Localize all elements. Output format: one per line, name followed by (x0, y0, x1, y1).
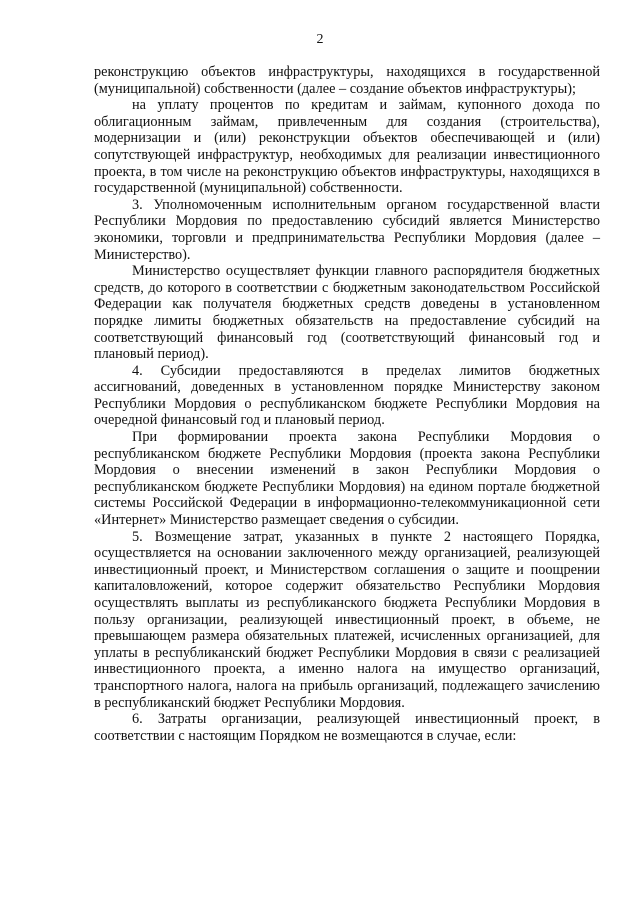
page-number: 2 (316, 32, 324, 47)
paragraph-budget-law-publication: При формировании проекта закона Республики Мордовия о республиканском бюджете Республики Мордовия (проекта закона Республики Мордовия о внесении изменений в закон Республики Мордовия о республиканском бюджете Республики Мордовия) на едином портале бюджетной системы Российской Федерации в информационно-телекоммуникационной сети «Интернет» Министерство размещает сведения о субсидии. (94, 429, 600, 529)
paragraph-interest-payment: на уплату процентов по кредитам и займам, купонного дохода по облигационным займам, привлеченным для создания (строительства), модернизации и (или) реконструкции объектов обеспечивающей и (или) сопутствующей инфраструктур, необходимых для реализации инвестиционного проекта, в том числе на реконструкцию объектов инфраструктуры, находящихся в государственной (муниципальной) собственности. (94, 97, 600, 197)
paragraph-authorized-body: 3. Уполномоченным исполнительным органом государственной власти Республики Мордовия по предоставлению субсидий является Министерство экономики, торговли и предпринимательства Республики Мордовия (далее – Министерство). (94, 196, 600, 263)
paragraph-cost-reimbursement: 5. Возмещение затрат, указанных в пункте 2 настоящего Порядка, осуществляется на основании заключенного между организацией, реализующей инвестиционный проект, и Министерством соглашения о защите и поощрении капиталовложений, которое содержит обязательство Республики Мордовия осуществлять выплаты из республиканского бюджета Республики Мордовия в пользу организации, реализующей инвестиционный проект, в объеме, не превышающем размера обязательных платежей, исчисленных организацией, для уплаты в республиканский бюджет Республики Мордовия в связи с реализацией инвестиционного проекта, а именно налога на имущество организаций, транспортного налога, налога на прибыль организаций, подлежащего зачислению в республиканский бюджет Республики Мордовия. (94, 528, 600, 711)
document-body (94, 64, 600, 744)
paragraph-ministry-functions: Министерство осуществляет функции главного распорядителя бюджетных средств, до которого в соответствии с бюджетным законодательством Российской Федерации как получателя бюджетных средств доведены в установленном порядке лимиты бюджетных обязательств на предоставление субсидий на соответствующий финансовый год (соответствующий финансовый год и плановый период). (94, 263, 600, 363)
paragraph-exclusions: 6. Затраты организации, реализующей инвестиционный проект, в соответствии с настоящим Порядком не возмещаются в случае, если: (94, 711, 600, 744)
paragraph-infrastructure-reconstruction: реконструкцию объектов инфраструктуры, находящихся в государственной (муниципальной) собственности (далее – создание объектов инфраструктуры); (94, 64, 600, 97)
paragraph-subsidy-limits: 4. Субсидии предоставляются в пределах лимитов бюджетных ассигнований, доведенных в установленном порядке Министерству законом Республики Мордовия о республиканском бюджете Республики Мордовия на очередной финансовый год и плановый период. (94, 362, 600, 429)
